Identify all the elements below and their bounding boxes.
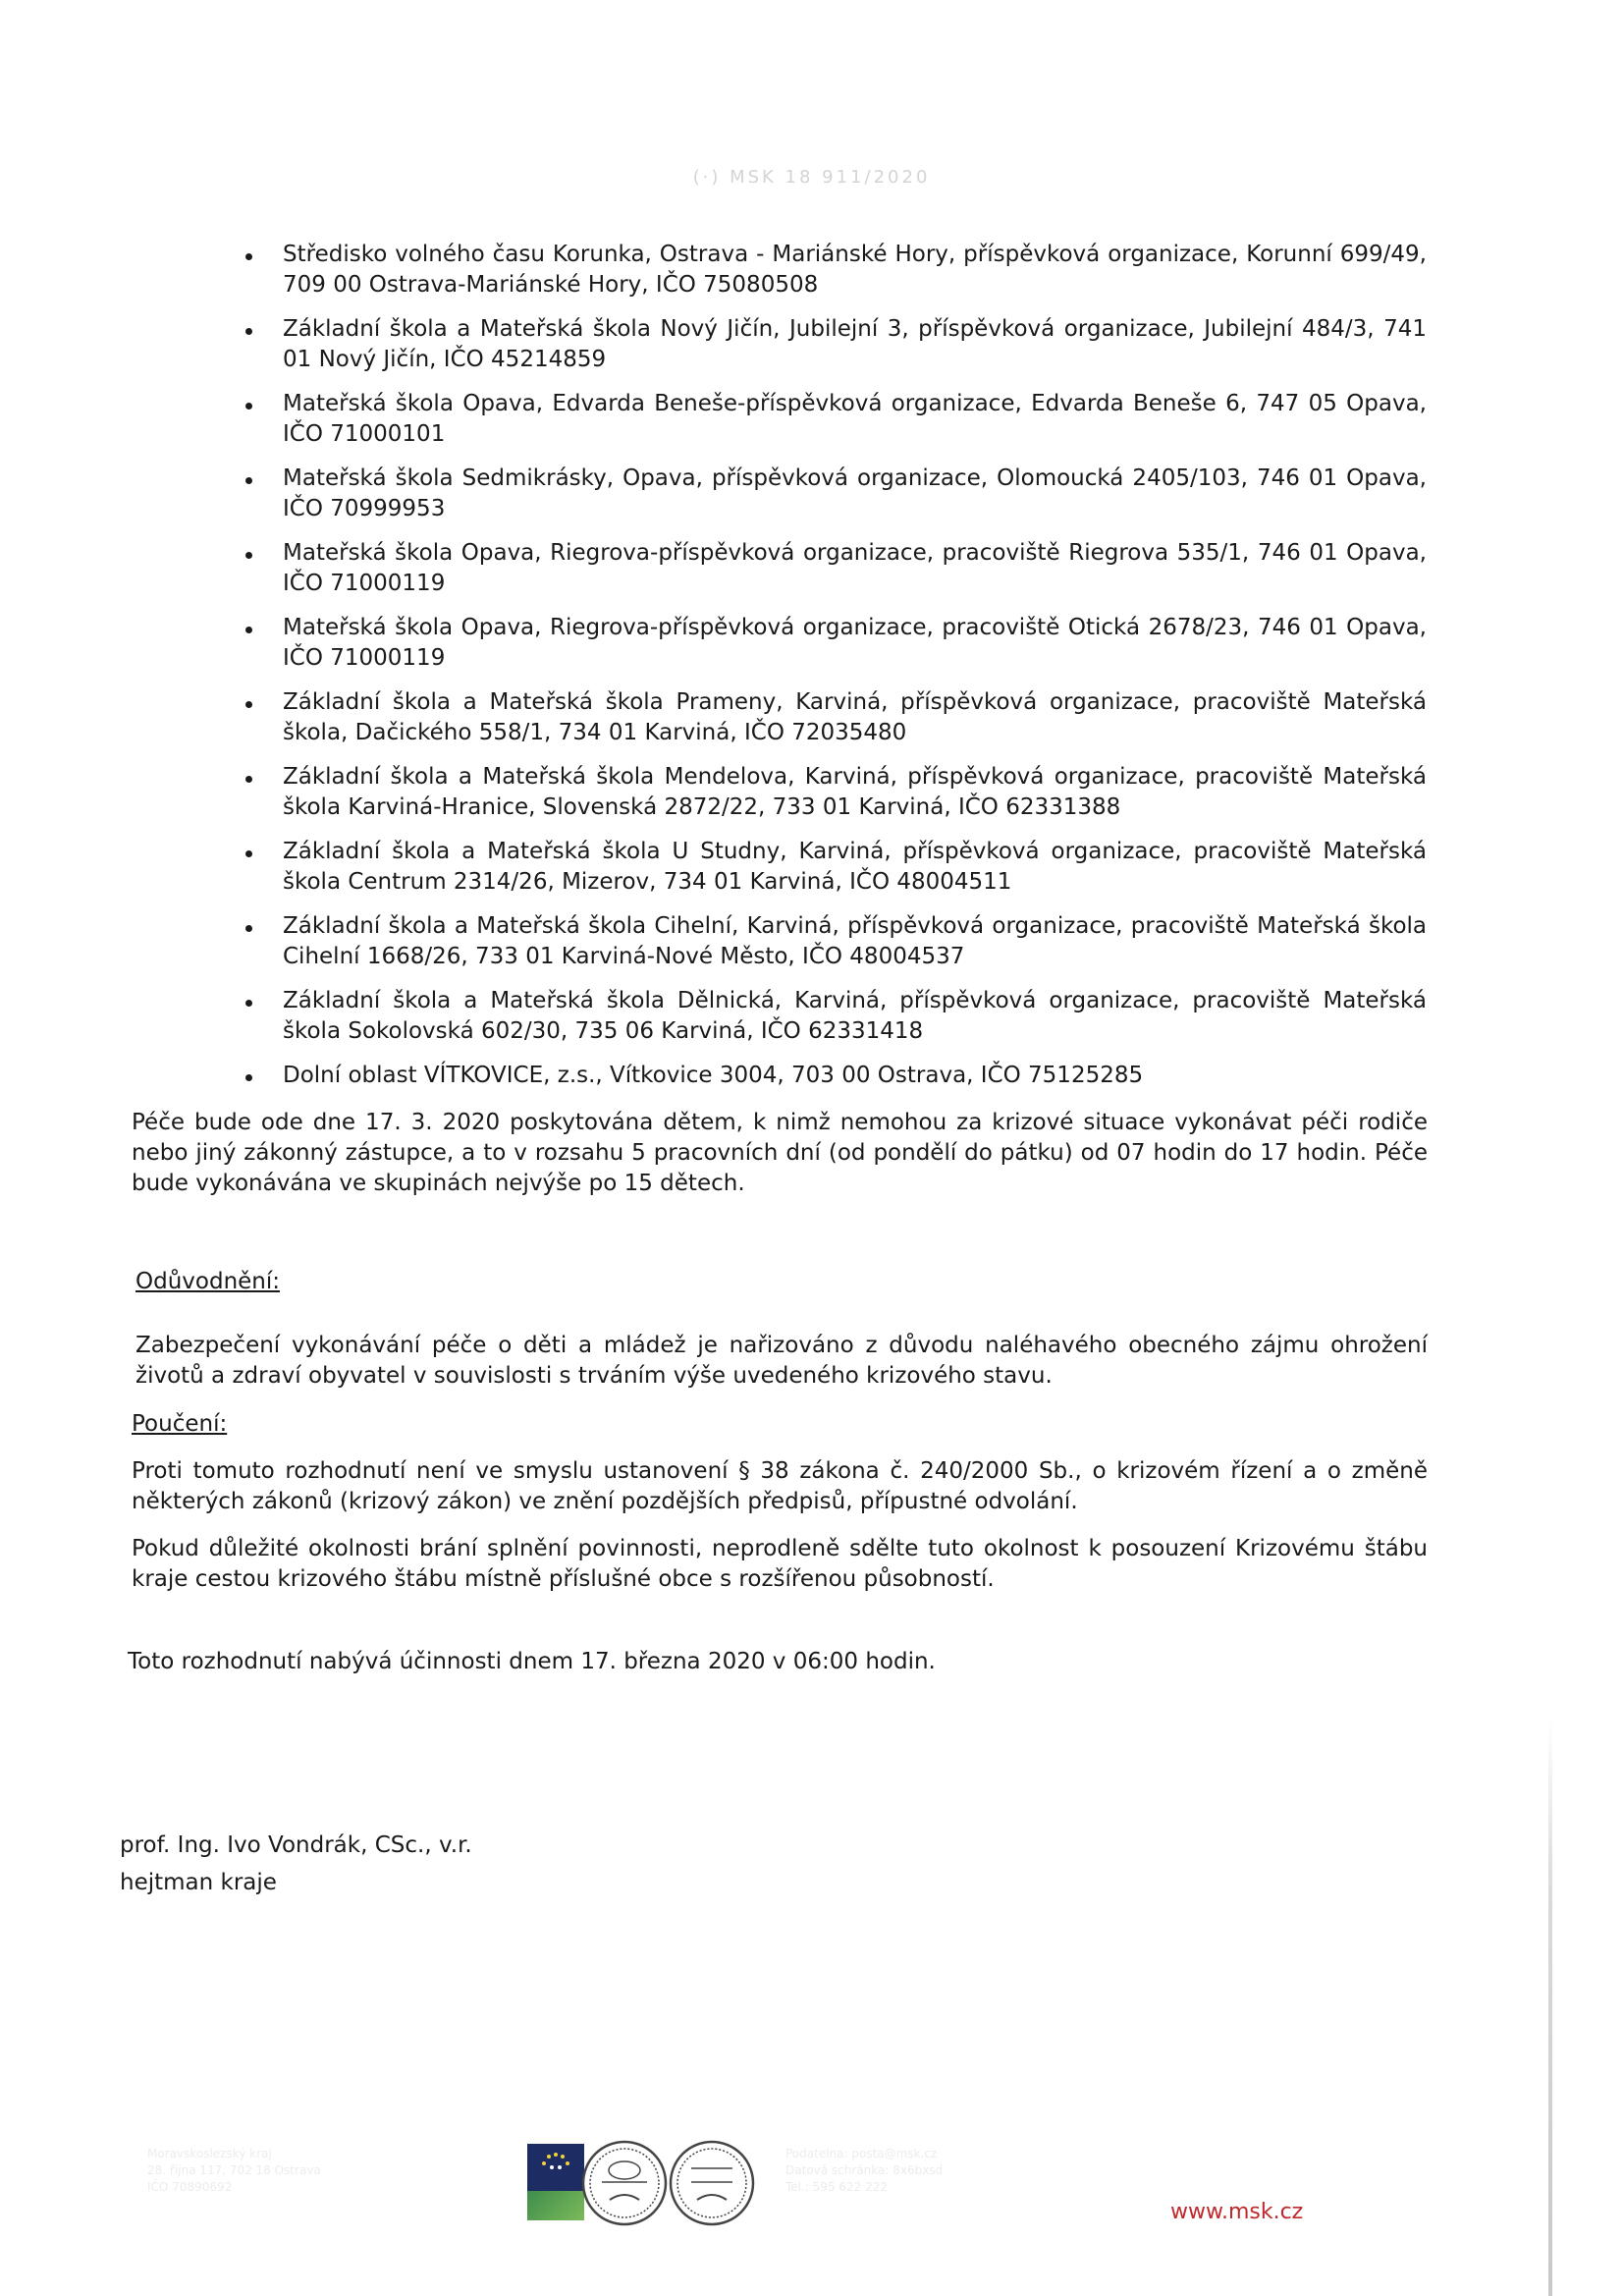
list-item [234,986,1427,1047]
list-item-text: Mateřská škola Opava, Riegrova-příspěvková organizace, pracoviště Riegrova 535/1, 746 01 Opava, IČO 71000119 [283,540,1427,596]
list-item-text: Základní škola a Mateřská škola Prameny, Karviná, příspěvková organizace, pracoviště Mateřská škola, Dačického 558/1, 734 01 Karviná, IČO 72035480 [283,689,1427,745]
signatory-title: hejtman kraje [120,1870,277,1895]
list-item-text: Dolní oblast VÍTKOVICE, z.s., Vítkovice 3004, 703 00 Ostrava, IČO 75125285 [283,1063,1144,1088]
list-item [234,911,1427,972]
footer-right-text: Podatelna: posta@msk.cz Datová schránka: 8x6bxsd Tel.: 595 622 222 [785,2147,944,2194]
list-item-text: Základní škola a Mateřská škola Cihelní, Karviná, příspěvková organizace, pracoviště Mateřská škola Cihelní 1668/26, 733 01 Karviná-Nové Město, IČO 48004537 [283,913,1427,969]
website-link[interactable]: www.msk.cz [1170,2200,1304,2224]
list-item-text: Základní škola a Mateřská škola Mendelova, Karviná, příspěvková organizace, pracoviště Mateřská škola Karviná-Hranice, Slovenská 2872/22, 733 01 Karviná, IČO 62331388 [283,764,1427,820]
list-item [234,762,1427,823]
instruction-paragraph-1: Proti tomuto rozhodnutí není ve smyslu ustanovení § 38 zákona č. 240/2000 Sb., o krizovém řízení a o změně některých zákonů (krizový zákon) ve znění pozdějších předpisů, přípustné odvolání. [132,1458,1428,1514]
signatory-name: prof. Ing. Ivo Vondrák, CSc., v.r. [120,1832,472,1858]
list-item-text: Mateřská škola Sedmikrásky, Opava, příspěvková organizace, Olomoucká 2405/103, 746 01 Opava, IČO 70999953 [283,465,1427,521]
list-item [234,314,1427,375]
list-item-text: Základní škola a Mateřská škola Dělnická, Karviná, příspěvková organizace, pracoviště Mateřská škola Sokolovská 602/30, 735 06 Karviná, IČO 62331418 [283,988,1427,1044]
justification-heading: Odůvodnění: [135,1269,281,1294]
list-item-text: Mateřská škola Opava, Riegrova-příspěvková organizace, pracoviště Otická 2678/23, 746 01 Opava, IČO 71000119 [283,615,1427,671]
list-item [234,1061,1427,1091]
bullet-icon [245,253,252,260]
list-item [234,837,1427,898]
iso-9001-cert-icon [580,2139,669,2227]
list-item-text: Mateřská škola Opava, Edvarda Beneše-příspěvková organizace, Edvarda Beneše 6, 747 05 Opava, IČO 71000101 [283,391,1427,447]
bullet-icon [245,1074,252,1081]
list-item-text: Základní škola a Mateřská škola U Studny, Karviná, příspěvková organizace, pracoviště Mateřská škola Centrum 2314/26, Mizerov, 734 01 Karviná, IČO 48004511 [283,839,1427,895]
logo-green-band [527,2191,584,2220]
scan-edge-line [1548,1719,1552,2296]
bullet-icon [245,328,252,335]
bullet-icon [245,403,252,410]
instruction-paragraph-2: Pokud důležité okolnosti brání splnění povinnosti, neprodleně sdělte tuto okolnost k posouzení Krizovému štábu kraje cestou krizového štábu místně příslušné obce s rozšířenou působností. [132,1536,1428,1592]
page-header-reference: (·) MSK 18 911/2020 [692,167,931,188]
instruction-heading: Poučení: [132,1411,228,1437]
list-item [234,240,1427,301]
care-paragraph: Péče bude ode dne 17. 3. 2020 poskytována dětem, k nimž nemohou za krizové situace vykonávat péči rodiče nebo jiný zákonný zástupce, a to v rozsahu 5 pracovních dní (od pondělí do pátku) od 07 hodin do 17 hodin. Péče bude vykonávána ve skupinách nejvýše po 15 dětech. [132,1110,1428,1196]
list-item [234,389,1427,450]
bullet-icon [245,552,252,559]
bullet-icon [245,1000,252,1007]
list-item [234,687,1427,748]
bullet-icon [245,477,252,484]
stars-icon [540,2152,571,2175]
list-item [234,613,1427,674]
effective-date-text: Toto rozhodnutí nabývá účinnosti dnem 17. března 2020 v 06:00 hodin. [128,1649,936,1674]
list-item-text: Základní škola a Mateřská škola Nový Jičín, Jubilejní 3, příspěvková organizace, Jubilejní 484/3, 741 01 Nový Jičín, IČO 45214859 [283,316,1427,372]
organization-list [234,240,1427,1105]
bullet-icon [245,776,252,783]
list-item [234,538,1427,599]
footer-left-text: Moravskoslezský kraj 28. října 117, 702 18 Ostrava IČO 70890692 [147,2147,321,2194]
bullet-icon [245,701,252,708]
iso-27001-cert-icon [668,2139,756,2227]
list-item-text: Středisko volného času Korunka, Ostrava - Mariánské Hory, příspěvková organizace, Korunní 699/49, 709 00 Ostrava-Mariánské Hory, IČO 75080508 [283,242,1427,298]
msk-logo [527,2144,584,2220]
bullet-icon [245,925,252,932]
signature [120,1827,472,1901]
list-item [234,464,1427,524]
bullet-icon [245,850,252,857]
bullet-icon [245,627,252,633]
justification-text: Zabezpečení vykonávání péče o děti a mládež je nařizováno z důvodu naléhavého obecného zájmu ohrožení životů a zdraví obyvatel v souvislosti s trváním výše uvedeného krizového stavu. [135,1333,1428,1389]
